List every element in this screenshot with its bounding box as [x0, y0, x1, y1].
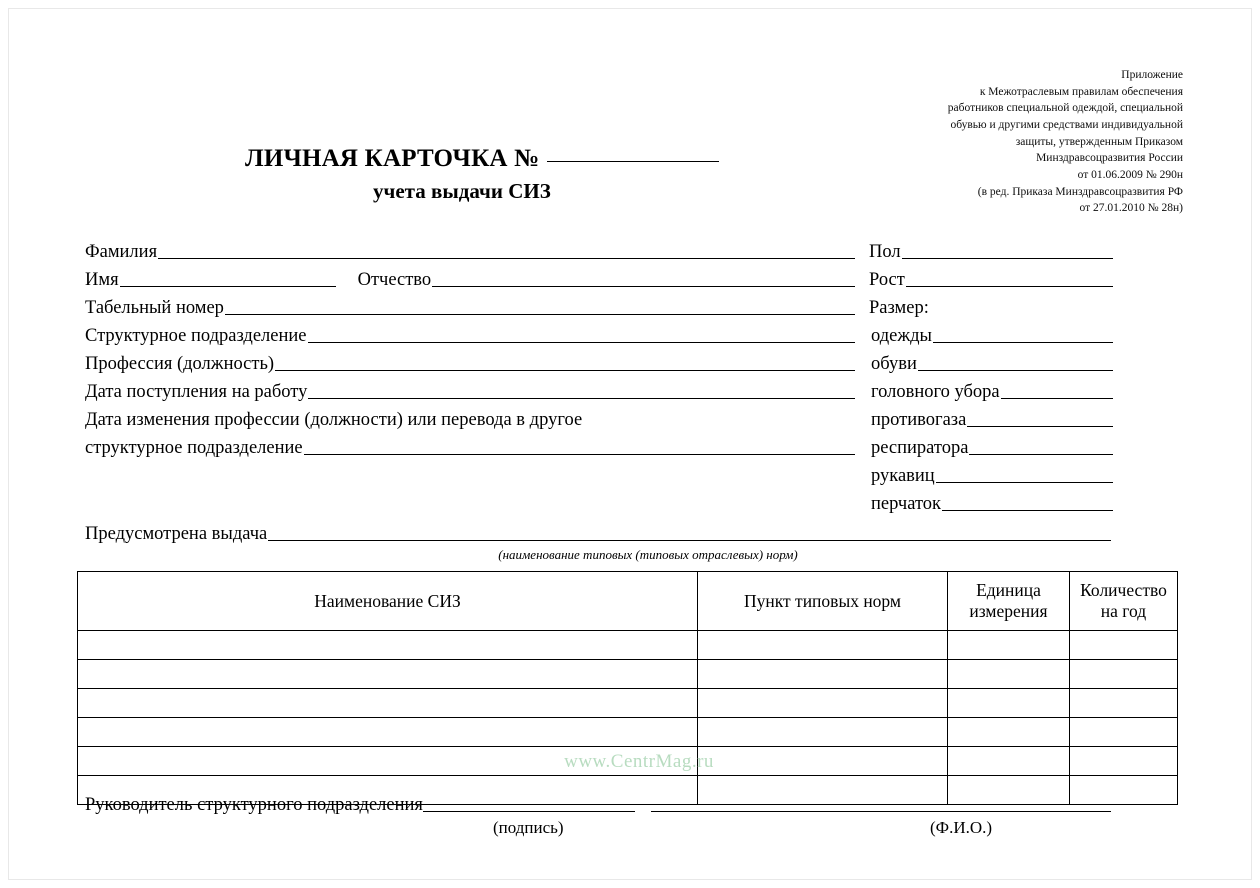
appendix-line-3: работников специальной одеждой, специальной: [947, 102, 1183, 115]
field-row-transfer-department: [85, 431, 855, 459]
field-row-shoes-size: [869, 347, 1113, 375]
label-shoes-size: обуви: [871, 354, 917, 374]
input-shoes-size[interactable]: [918, 370, 1113, 371]
input-gloves-size[interactable]: [942, 510, 1113, 511]
column-header-unit: [948, 572, 1070, 631]
cell-unit[interactable]: [948, 689, 1070, 718]
footer-row-head: [85, 795, 1111, 816]
input-gasmask-size[interactable]: [967, 426, 1113, 427]
cell-siz-name[interactable]: [78, 718, 698, 747]
table-row[interactable]: [78, 747, 1178, 776]
label-profession: Профессия (должность): [85, 354, 275, 374]
form-left-column: [85, 235, 855, 459]
label-department-head: Руководитель структурного подразделения: [85, 795, 423, 815]
field-row-profession: [85, 347, 855, 375]
title-line-2: учета выдачи СИЗ: [373, 179, 551, 203]
footer-signature-block: [85, 795, 1111, 844]
card-number-field[interactable]: [547, 161, 719, 162]
cell-quantity[interactable]: [1070, 718, 1178, 747]
label-respirator-size: респиратора: [871, 438, 969, 458]
caption-signature: (подпись): [493, 818, 564, 837]
provided-issue-note: (наименование типовых (типовых отраслевых) норм): [498, 547, 798, 562]
label-surname: Фамилия: [85, 242, 158, 262]
label-name: Имя: [85, 270, 119, 290]
field-row-department: [85, 319, 855, 347]
form-right-column: [869, 235, 1113, 515]
cell-norm-clause[interactable]: [698, 660, 948, 689]
label-sex: Пол: [869, 242, 901, 262]
cell-norm-clause[interactable]: [698, 689, 948, 718]
column-header-quantity-line-2: на год: [1100, 601, 1147, 621]
cell-unit[interactable]: [948, 631, 1070, 660]
appendix-line-1: Приложение: [1121, 69, 1183, 81]
appendix-line-6: Минздравсоцразвития России: [1036, 152, 1183, 165]
input-signature[interactable]: [423, 811, 635, 812]
input-height[interactable]: [906, 286, 1113, 287]
label-department: Структурное подразделение: [85, 326, 307, 346]
table-row[interactable]: [78, 660, 1178, 689]
site-watermark: www.CentrMag.ru: [564, 751, 714, 772]
input-headwear-size[interactable]: [1001, 398, 1113, 399]
appendix-line-9: от 27.01.2010 № 28н): [1079, 202, 1183, 215]
appendix-line-7: от 01.06.2009 № 290н: [1077, 169, 1183, 182]
document-title: [245, 145, 805, 204]
label-gasmask-size: противогаза: [871, 410, 967, 430]
label-transfer-line-1: Дата изменения профессии (должности) или перевода в другое: [85, 410, 583, 430]
cell-quantity[interactable]: [1070, 631, 1178, 660]
document-sheet: [8, 8, 1252, 880]
cell-unit[interactable]: [948, 718, 1070, 747]
cell-norm-clause[interactable]: [698, 631, 948, 660]
appendix-line-4: обувью и другими средствами индивидуальной: [950, 119, 1183, 132]
table-row[interactable]: [78, 718, 1178, 747]
cell-unit[interactable]: [948, 660, 1070, 689]
field-row-surname: [85, 235, 855, 263]
field-row-personnel-number: [85, 291, 855, 319]
field-row-transfer-text: [85, 403, 855, 431]
column-header-quantity: [1070, 572, 1178, 631]
label-height: Рост: [869, 270, 905, 290]
label-clothes-size: одежды: [871, 326, 932, 346]
field-row-size-title: [869, 291, 1113, 319]
appendix-line-2: к Межотраслевым правилам обеспечения: [979, 85, 1183, 98]
label-personnel-number: Табельный номер: [85, 298, 224, 318]
field-row-sex: [869, 235, 1113, 263]
field-row-gasmask-size: [869, 403, 1113, 431]
label-mittens-size: рукавиц: [871, 466, 935, 486]
cell-siz-name[interactable]: [78, 747, 698, 776]
cell-norm-clause[interactable]: [698, 747, 948, 776]
field-row-hire-date: [85, 375, 855, 403]
column-header-siz-name: Наименование СИЗ: [78, 572, 698, 631]
table-row[interactable]: [78, 689, 1178, 718]
input-department[interactable]: [308, 342, 855, 343]
label-size-title: Размер:: [869, 298, 929, 318]
input-name[interactable]: [120, 286, 336, 287]
input-provided-issue[interactable]: [268, 540, 1111, 541]
title-line-1: [245, 145, 805, 173]
cell-siz-name[interactable]: [78, 660, 698, 689]
table-body: [78, 631, 1178, 805]
label-provided-issue: Предусмотрена выдача: [85, 524, 268, 544]
appendix-line-8: (в ред. Приказа Минздравсоцразвития РФ: [977, 185, 1183, 198]
field-row-gloves-size: [869, 487, 1113, 515]
appendix-line-5: защиты, утвержденным Приказом: [1015, 135, 1183, 148]
siz-table-wrapper: [77, 571, 1177, 805]
field-row-respirator-size: [869, 431, 1113, 459]
label-patronymic: Отчество: [357, 270, 432, 290]
cell-unit[interactable]: [948, 747, 1070, 776]
label-transfer-line-2: структурное подразделение: [85, 438, 303, 458]
cell-quantity[interactable]: [1070, 689, 1178, 718]
field-row-height: [869, 263, 1113, 291]
input-transfer-department[interactable]: [304, 454, 855, 455]
input-sex[interactable]: [902, 258, 1113, 259]
column-header-quantity-line-1: Количество: [1080, 580, 1167, 600]
column-header-unit-line-2: измерения: [969, 601, 1048, 621]
input-hire-date[interactable]: [308, 398, 855, 399]
appendix-reference-block: [763, 67, 1183, 217]
field-row-mittens-size: [869, 459, 1113, 487]
input-mittens-size[interactable]: [936, 482, 1113, 483]
cell-siz-name[interactable]: [78, 689, 698, 718]
table-header-row: [78, 572, 1178, 631]
field-row-clothes-size: [869, 319, 1113, 347]
caption-fio: (Ф.И.О.): [930, 818, 993, 837]
siz-table: [77, 571, 1178, 805]
field-row-name-patronymic: [85, 263, 855, 291]
cell-quantity[interactable]: [1070, 660, 1178, 689]
column-header-unit-line-1: Единица: [976, 580, 1041, 600]
provided-issue-section: [85, 517, 1111, 563]
input-clothes-size[interactable]: [933, 342, 1113, 343]
input-fio[interactable]: [651, 811, 1111, 812]
input-surname[interactable]: [158, 258, 855, 259]
input-personnel-number[interactable]: [225, 314, 855, 315]
cell-siz-name[interactable]: [78, 631, 698, 660]
input-respirator-size[interactable]: [969, 454, 1113, 455]
label-hire-date: Дата поступления на работу: [85, 382, 308, 402]
label-headwear-size: головного убора: [871, 382, 1000, 402]
cell-norm-clause[interactable]: [698, 718, 948, 747]
cell-quantity[interactable]: [1070, 747, 1178, 776]
table-row[interactable]: [78, 631, 1178, 660]
input-profession[interactable]: [275, 370, 855, 371]
label-gloves-size: перчаток: [871, 494, 942, 514]
title-main-text: ЛИЧНАЯ КАРТОЧКА №: [245, 145, 540, 172]
field-row-provided-issue: [85, 517, 1111, 545]
field-row-headwear-size: [869, 375, 1113, 403]
column-header-norm-clause: Пункт типовых норм: [698, 572, 948, 631]
input-patronymic[interactable]: [432, 286, 855, 287]
footer-captions: [85, 818, 1111, 844]
